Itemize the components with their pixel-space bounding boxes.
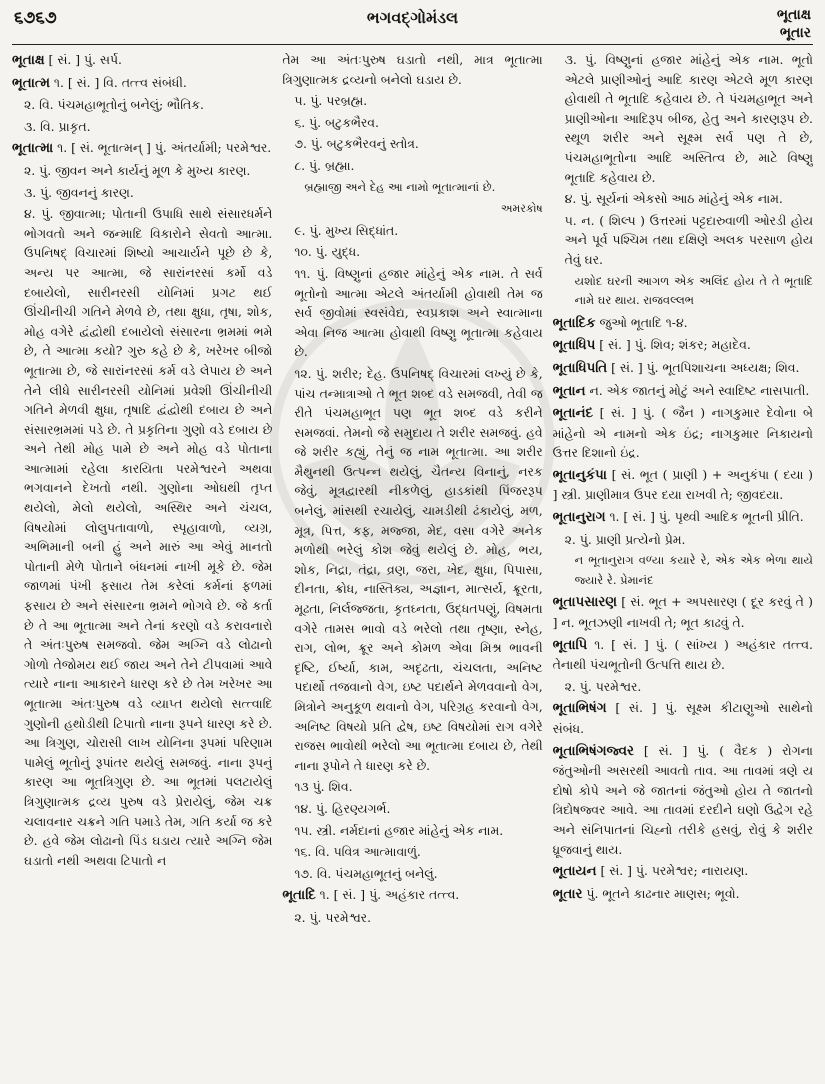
headword: ભૂતાન (552, 382, 586, 399)
definition-text: ૧. [ સં. ] પું. પૃથ્વી આદિક ભૂતની પ્રીતિ. (609, 509, 804, 525)
dictionary-entry (553, 358, 813, 379)
dictionary-columns (12, 50, 813, 1076)
definition-text: [ સં. ] પું. શિવ; શંકર; મહાદેવ. (599, 337, 751, 353)
sub-sense: ૨. વિ. પંચમહાભૂતોનું બનેલું; ભૌતિક. (24, 97, 204, 113)
dictionary-entry (553, 861, 813, 882)
sub-sense: ૧૨. પું. શરીર; દેહ. ઉપનિષદ્ વિચારમાં લખ્યું છે કે, પાંચ તન્માત્રાઓ તે ભૂત શબ્દ વડે સમજવી, તેવી જ રીતે પંચમહાભૂત પણ ભૂત શબ્દ વડે કરીને સમજવાં. તેમનો જે સમુદાય તે શરીર સમજવું. હવે જે શરીર કહ્યું, તેનું જ નામ ભૂતાત્મા. આ શરીર મૈથુનથી ઉત્પન્ન થયેલું, ચૈતન્ય વિનાનું, નરક જેવું, મૂત્રદ્વારથી નીકળેલું, હાડકાંથી પિંજરરૂપ બનેલું, માંસથી રચાયેલું, ચામડીથી ઢંકાયેલું, મળ, મૂત્ર, પિત્ત, કફ, મજ્જા, મેદ, વસા વગેરે અનેક મળોથી ભરેલું કોશ જેવું થયેલું છે. મોહ, ભય, શોક, નિદ્રા, તંદ્રા, વ્રણ, જરા, ખેદ, ક્ષુધા, પિપાસા, દીનતા, ક્રોધ, નાસ્તિક્ય, અજ્ઞાન, માત્સર્ય, ક્રૂરતા, મૂઢતા, નિર્લજ્જતા, કૃતઘ્નતા, ઉદ્ધતપણું, વિષમતા વગેરે તામસ ભાવો વડે ભરેલો તથા તૃષ્ણા, સ્નેહ, રાગ, લોભ, ક્રૂર અને કોમળ એવા મિશ્ર ભાવની દૃષ્ટિ, ઈર્ષ્યા, કામ, અદૃઢતા, ચંચલતા, અનિષ્ટ પદાર્થો તજવાનો વેગ, ઇષ્ટ પદાર્થને મેળવવાનો વેગ, મિત્રોને અનુકૂળ થવાનો વેગ, પરિગ્રહ કરવાનો વેગ, અનિષ્ટ વિષયો પ્રતિ દ્વેષ, ઇષ્ટ વિષયોમાં રાગ વગેરે રાજસ ભાવોથી ભરેલો આ ભૂતાત્મા દબાય છે, તેથી નાના રૂપોને તે ધારણ કરે છે. (294, 365, 543, 773)
headword: ભૂતાનુકંપા (552, 466, 607, 483)
headword: ભૂતાર (552, 885, 583, 902)
sub-sense: ૫. પું. પરબ્રહ્મ. (294, 93, 368, 109)
sub-sense: ૯. પું. મુખ્ય સિદ્ધાંત. (294, 222, 399, 238)
definition-text: [ સં. ] પું. ( જૈન ) નાગકુમાર દેવોના બે માંહેનો એ નામનો એક ઇંદ્ર; નાગકુમાર નિકાયનો ઉત્તર દિશાનો ઇંદ્ર. (552, 405, 813, 461)
headword: ભૂતાયન (552, 863, 597, 880)
headword: ભૂતાક્ષ (12, 52, 45, 68)
column-right (553, 50, 813, 1076)
headword-range (777, 6, 811, 42)
headword: ભૂતાનંદ (552, 405, 593, 422)
page-header (0, 0, 825, 44)
sub-sense: ૨. પું. પ્રાણી પ્રત્યેનો પ્રેમ. (564, 531, 686, 547)
sub-sense: ૧૦. પું. યુદ્ધ. (294, 244, 361, 260)
headword: ભૂતાભિષંગજ્વર (552, 742, 634, 759)
headword: ભૂતાનુરાગ (552, 509, 606, 526)
headword: ભૂતાધિપતિ (552, 359, 608, 376)
headword: ભૂતાધિપ (552, 337, 596, 354)
sub-sense: ૧૫. સ્ત્રી. નર્મદાનાં હજાર માંહેનું એક નામ. (294, 822, 504, 838)
sub-sense: ૬. પું. બટુકભૈરવ. (294, 114, 379, 130)
dictionary-entry (282, 885, 542, 906)
dictionary-entry (553, 403, 813, 463)
definition-text: જુઓ ભૂતાદિ ૧-૪. (599, 314, 688, 330)
dictionary-entry (553, 741, 813, 860)
column-middle (282, 50, 542, 1076)
dictionary-entry (12, 50, 272, 71)
definition-text: ૧. [ સં. ભૂતાત્મન્ ] પું. અંતર્યામી; પરમેશ્વર. (57, 140, 272, 156)
range-end: ભૂતાર (779, 25, 811, 41)
sub-sense: ૮. પું. બ્રહ્મા. (294, 157, 355, 173)
definition-text: ૧. [ સં. ] પું. અહંકાર તત્ત્વ. (319, 887, 460, 903)
running-title: ભગવદ્ગોમંડલ (366, 8, 459, 27)
definition-text: ૧. [ સં. ] પું. ( સાંખ્ય ) અહંકાર તત્ત્વ. તેનાથી પંચભૂતોની ઉત્પત્તિ થાય છે. (552, 636, 813, 673)
continued-text: તેમ આ અંતઃપુરુષ ઘડાતો નથી, માત્ર ભૂતાત્મા ત્રિગુણાત્મક દ્રવ્યનો બનેલો ઘડાય છે. (282, 52, 543, 87)
dictionary-entry (553, 465, 813, 505)
sub-sense: ૨. પું. પરમેશ્વર. (294, 909, 372, 925)
dictionary-entry (12, 138, 272, 159)
sub-sense: ૧૪. પું. હિરણ્યગર્ભ. (294, 800, 391, 816)
sub-sense: ૧૩ પું. શિવ. (294, 779, 353, 795)
definition-text: [ સં. ] પું. ( વૈદક ) રોગના જંતુઓની અસરથી આવતો તાવ. આ તાવમાં ત્રણે ય દોષો કોપે અને જે જાતનાં જંતુઓ હોય તે જાતનો ત્રિદોષજ્વર આવે. આ તાવમાં દરદીને ઘણો ઉદ્વેગ રહે અને સંનિપાતનાં ચિહ્નો તરીકે હસવું, રોવું કે શરીર ધ્રૂજવાનું થાય. (552, 742, 813, 857)
sub-sense: ૧૭. વિ. પંચમહાભૂતનું બનેલું. (294, 865, 438, 881)
headword: ભૂતાદિ (282, 887, 316, 904)
headword: ભૂતાપિ (552, 636, 588, 653)
citation-quote: ન ભૂતાનુરાગ વળ્યા કયારે રે, એક એક ભેળા થાયે જ્યારે રે. પ્રેમાનંદ (574, 553, 813, 587)
definition-text: [ સં. ] પું. સૂક્ષ્મ કીટાણુઓ સાથેનો સંબંધ. (552, 700, 813, 736)
sub-sense: ૩. પું. જીવનનું કારણ. (24, 184, 134, 200)
citation-source: અમરકોષ (500, 202, 543, 216)
sub-sense: ૭. પું. બટુકભૈરવનું સ્તોત્ર. (294, 136, 419, 152)
definition-text: [ સં. ભૂત ( પ્રાણી ) + અનુકંપા ( દયા ) ] સ્ત્રી. પ્રાણીમાત્ર ઉપર દયા રાખવી તે; જીવદયા. (552, 466, 813, 503)
sub-sense: ૪. પું. સૂર્યનાં એકસો આઠ માંહેનું એક નામ. (564, 191, 783, 207)
dictionary-entry (553, 313, 813, 334)
definition-text: ૧. [ સં. ] વિ. તત્ત્વ સંબંધી. (53, 74, 187, 90)
dictionary-entry (553, 335, 813, 356)
headword: ભૂતાદિક (552, 314, 596, 331)
definition-text: [ સં. ] પું. સર્પ. (48, 52, 122, 67)
column-left (12, 50, 272, 1076)
headword: ભૂતાત્મ (12, 74, 50, 91)
range-start: ભૂતાક્ષ (776, 7, 811, 23)
dictionary-entry (553, 635, 813, 675)
headword: ભૂતાભિષંગ (552, 700, 607, 717)
sub-sense: ૧૧. પું. વિષ્ણુનાં હજાર માંહેનું એક નામ. તે સર્વ ભૂતોનો આત્મા એટલે અંતર્યામી હોવાથી તેમ જ સર્વ જીવોમાં સ્વસંવેદ્ય, સ્વપ્રકાશ અને સ્વાત્માના એવા નિજ આત્મા હોવાથી વિષ્ણુ ભૂતાત્મા કહેવાય છે. (294, 265, 543, 360)
sub-sense: ૩. પું. વિષ્ણુનાં હજાર માંહેનું એક નામ. ભૂતો એટલે પ્રાણીઓનું આદિ કારણ એટલે મૂળ કારણ હોવાથી તે ભૂતાદિ કહેવાય છે. તે પંચમહાભૂત અને પ્રાણીઓના આદિરૂપ બીજ, હેતુ અને કારણરૂપ છે. સ્થૂળ શરીર અને સૂક્ષ્મ સર્વ પણ તે છે, પંચમહાભૂતોના આદિ અસ્તિત્વ છે, માટે વિષ્ણુ ભૂતાદિ કહેવાય છે. (564, 52, 813, 185)
sub-sense: ૧૬. વિ. પવિત્ર આત્માવાળું. (294, 844, 421, 860)
dictionary-entry (553, 507, 813, 528)
sub-sense: ૩. વિ. પ્રાકૃત. (24, 118, 91, 134)
dictionary-entry (553, 381, 813, 402)
headword: ભૂતાપસારણ (552, 594, 617, 611)
dictionary-entry (553, 698, 813, 738)
definition-text: [ સં. ભૂત + અપસારણ ( દૂર કરવું તે ) ] ન. ભૂતઝણી નાખવી તે; ભૂત કાઢવું તે. (552, 594, 813, 631)
definition-text: પું. ભૂતને કાઢનાર માણસ; ભૂવો. (586, 885, 740, 901)
definition-text: ન. એક જાતનું મોટું અને સ્વાદિષ્ટ નાસપાતી. (589, 382, 810, 398)
definition-text: [ સં. ] પું. ભૂતપિશાચના અધ્યક્ષ; શિવ. (611, 359, 800, 375)
headword: ભૂતાત્મા (12, 140, 54, 157)
sub-sense: ૨. પું. પરમેશ્વર. (564, 678, 642, 694)
dictionary-entry (553, 592, 813, 632)
dictionary-entry (12, 73, 272, 94)
citation-quote: બ્રહ્માજી અને દેહ આ નામો ભૂતાત્માનાં છે. (304, 179, 496, 194)
definition-text: [ સં. ] પું. પરમેશ્વર; નારાયણ. (600, 863, 749, 879)
sub-sense: ૨. પું. જીવન અને કાર્યનું મૂળ કે મુખ્ય કારણ. (24, 162, 251, 178)
dictionary-entry (553, 884, 813, 905)
page-number: ૬૭૬૭ (14, 8, 57, 28)
header-rule (12, 44, 813, 45)
sub-sense: ૫. ન. ( શિલ્પ ) ઉત્તરમાં પટ્ટદારુવાળી ઓરડી હોય અને પૂર્વ પશ્ચિમ તથા દક્ષિણે અલક પરસાળ હોય તેવું ઘર. (564, 212, 813, 267)
citation-quote: યશોદ ઘરની આગળ એક અલિંદ હોય તે તે ભૂતાદિ નામે ઘર થાય. રાજવલ્લભ (574, 273, 813, 308)
sub-sense: ૪. પું. જીવાત્મા; પોતાની ઉપાધિ સાથે સંસારધર્મને ભોગવતો અને જન્માદિ વિકારોને સેવતો આત્મા. ઉપનિષદ્ વિચારમાં શિષ્યો આચાર્યને પૂછે છે કે, અન્ય પર આત્મા, જે સારાંનરસાં કર્મો વડે દબાયેલો, સારીનરસી યોનિમાં પ્રગટ થઈ ઊંચીનીચી ગતિને મેળવે છે, તથા ક્ષુધા, તૃષા, શોક, મોહ વગેરે દ્વંદ્વોથી દબાયેલો સંસારના ભ્રમમાં ભમે છે, તે આત્મા કયો? ગુરુ કહે છે કે, ખરેખર બીજો ભૂતાત્મા છે, જે સારાંનરસાં કર્મ વડે લેપાય છે અને તેને લીધે સારીનરસી યોનિમાં પ્રવેશી ઊંચીનીચી ગતિને મેળવી ક્ષુધા, તૃષાદિ દ્વંદ્વોથી દબાય છે અને સંસારભ્રમમાં પડે છે. તે પ્રકૃતિના ગુણો વડે દબાય છે અને તેથી મોહ પામે છે અને મોહ વડે પોતાના આત્મામાં રહેલા કારયિતા પરમેશ્વરને અથવા ભગવાનને દેખતો નથી. ગુણોના ઓઘથી તૃપ્ત થયેલો, મેલો થયેલો, અસ્થિર અને ચંચલ, વિષયોમાં લોલુપતાવાળો, સ્પૃહાવાળો, વ્યગ્ર, અભિમાની બની હું અને મારું આ એવું માનતો પોતાની મેળે પોતાને બંધનમાં નાખી મૂકે છે. જેમ જાળમાં પંખી ફસાય તેમ કરેલાં કર્મનાં ફળમાં ફસાય છે અને સંસારના ભ્રમને ભોગવે છે. જે કર્તા છે તે આ ભૂતાત્મા અને તેનાં કરણો વડે કરાવનારો તે અંતઃપુરુષ સમજવો. જેમ અગ્નિ વડે લોઢાનો ગોળો તેજોમય થઈ જાય અને તેને ટીપવામાં આવે ત્યારે નાના આકારને ધારણ કરે છે તેમ ખરેખર આ ભૂતાત્મા અંતઃપુરુષ વડે વ્યાપ્ત થયેલો સત્ત્વાદિ ગુણોની હથોડીથી ટિપાતો નાના રૂપને ધારણ કરે છે. આ ત્રિગુણ, ચોરાસી લાખ યોનિના રૂપમાં પરિણામ પામેલું ભૂતોનું રૂપાંતર થયેલું સમજવું. નાના રૂપનું કારણ આ ભૂતત્રિગુણ છે. આ ભૂતમાં પલટાયેલું ત્રિગુણાત્મક દ્રવ્ય પુરુષ વડે પ્રેરાયેલું, જેમ ચક્ર ચલાવનાર ચક્રને ગતિ પમાડે તેમ, ગતિ કર્યા જ કરે છે. હવે જેમ લોઢાનો પિંડ ઘડાય ત્યારે અગ્નિ જેમ ઘડાતો નથી અથવા ટિપાતો ન (24, 206, 273, 868)
